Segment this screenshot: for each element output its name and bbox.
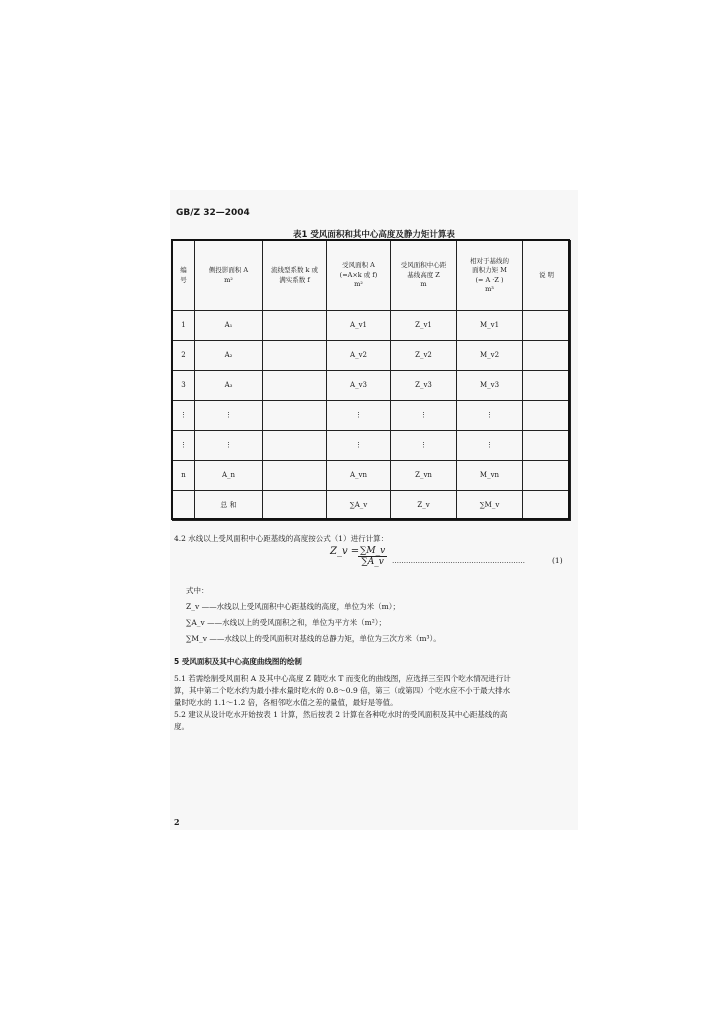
table-row	[173, 311, 571, 341]
cell-coefficient	[263, 311, 327, 341]
cell-coefficient	[263, 461, 327, 491]
standard-code: GB/Z 32—2004	[176, 208, 250, 218]
cell-total-height: Z_v	[391, 491, 457, 521]
cell-number: ⋮	[173, 401, 195, 431]
formula-fraction	[358, 546, 387, 567]
cell-center-height: Z_v2	[391, 341, 457, 371]
cell-note	[523, 431, 571, 461]
clause-5-1-line3: 量时吃水的 1.1～1.2 倍，各相邻吃水值之差的量值，最好是等值。	[174, 698, 398, 707]
cell-center-height: Z_v1	[391, 311, 457, 341]
clause-5-1-line1: 5.1 若需绘制受风面积 A 及其中心高度 Z 随吃水 T 而变化的曲线图，应选择三至四个吃水情况进行计	[174, 674, 511, 683]
col-header-wind-area: 受风面积 A (=A×k 或 f) m²	[327, 241, 391, 311]
cell-note	[523, 371, 571, 401]
cell-note	[523, 461, 571, 491]
cell-area: ⋮	[195, 431, 263, 461]
cell-wind-area: A_v1	[327, 311, 391, 341]
page-number: 2	[174, 817, 180, 827]
cell-wind-area: ⋮	[327, 401, 391, 431]
cell-coefficient	[263, 491, 327, 521]
clause-5-2-line2: 度。	[174, 722, 189, 731]
definition-sum-av: ∑A_v ——水线以上的受风面积之和，单位为平方米（m²）；	[186, 618, 387, 627]
cell-number: 2	[173, 341, 195, 371]
cell-coefficient	[263, 431, 327, 461]
definition-sum-mv: ∑M_v ——水线以上的受风面积对基线的总静力矩，单位为三次方米（m³）。	[186, 634, 441, 643]
cell-wind-area: ⋮	[327, 431, 391, 461]
table-header-row	[173, 241, 571, 311]
table-row	[173, 341, 571, 371]
table-row	[173, 431, 571, 461]
col-header-moment: 相对于基线的 面积力矩 M (= A ·Z ) m³	[457, 241, 523, 311]
cell-total-label: 总 和	[195, 491, 263, 521]
cell-moment: M_v1	[457, 311, 523, 341]
formula-numerator: ∑M_v	[360, 546, 386, 556]
cell-coefficient	[263, 371, 327, 401]
cell-area: ⋮	[195, 401, 263, 431]
cell-center-height: Z_vn	[391, 461, 457, 491]
cell-moment: ⋮	[457, 401, 523, 431]
col-header-center-height: 受风面积中心距 基线高度 Z m	[391, 241, 457, 311]
where-label: 式中：	[186, 586, 209, 595]
cell-note	[523, 311, 571, 341]
cell-center-height: ⋮	[391, 401, 457, 431]
table-row	[173, 401, 571, 431]
cell-number: 3	[173, 371, 195, 401]
clause-5-2-line1: 5.2 建议从设计吃水开始按表 1 计算，然后按表 2 计算在各种吃水时的受风面积及其中心距基线的高	[174, 710, 508, 719]
table-row	[173, 371, 571, 401]
cell-coefficient	[263, 401, 327, 431]
col-header-area: 侧投影面积 A m²	[195, 241, 263, 311]
cell-moment: M_v2	[457, 341, 523, 371]
cell-center-height: Z_v3	[391, 371, 457, 401]
cell-moment: ⋮	[457, 431, 523, 461]
cell-wind-area: A_v2	[327, 341, 391, 371]
cell-wind-area: A_vn	[327, 461, 391, 491]
cell-number: ⋮	[173, 431, 195, 461]
equation-number: (1)	[552, 556, 563, 565]
cell-center-height: ⋮	[391, 431, 457, 461]
table-total-row	[173, 491, 571, 521]
col-header-note: 说 明	[523, 241, 571, 311]
calculation-table	[172, 240, 571, 521]
table-caption: 表1 受风面积和其中心高度及静力矩计算表	[293, 230, 455, 240]
cell-area: A₂	[195, 341, 263, 371]
formula-denominator: ∑A_v	[361, 557, 384, 567]
clause-5-1-line2: 算，其中第二个吃水约为最小排水量时吃水的 0.8～0.9 倍，第三（或第四）个吃水应不小于最大排水	[174, 686, 511, 695]
cell-moment: M_vn	[457, 461, 523, 491]
cell-number	[173, 491, 195, 521]
col-header-number: 编 号	[173, 241, 195, 311]
cell-wind-area: A_v3	[327, 371, 391, 401]
cell-note	[523, 341, 571, 371]
cell-note	[523, 401, 571, 431]
cell-area: A_n	[195, 461, 263, 491]
cell-moment: M_v3	[457, 371, 523, 401]
section-5-title: 5 受风面积及其中心高度曲线图的绘制	[174, 657, 302, 666]
cell-number: n	[173, 461, 195, 491]
cell-total-moment: ∑M_v	[457, 491, 523, 521]
cell-area: A₁	[195, 311, 263, 341]
formula-lhs: Z_v =	[330, 546, 360, 557]
formula-leader-dots: …………………………………………………	[392, 557, 525, 565]
cell-total-wind-area: ∑A_v	[327, 491, 391, 521]
cell-number: 1	[173, 311, 195, 341]
col-header-coefficient: 流线型系数 k 或 满实系数 f	[263, 241, 327, 311]
table-row	[173, 461, 571, 491]
clause-4-2: 4.2 水线以上受风面积中心距基线的高度按公式（1）进行计算：	[174, 534, 389, 543]
cell-note	[523, 491, 571, 521]
cell-coefficient	[263, 341, 327, 371]
cell-area: A₃	[195, 371, 263, 401]
definition-zv: Z_v ——水线以上受风面积中心距基线的高度，单位为米（m）；	[186, 602, 400, 611]
